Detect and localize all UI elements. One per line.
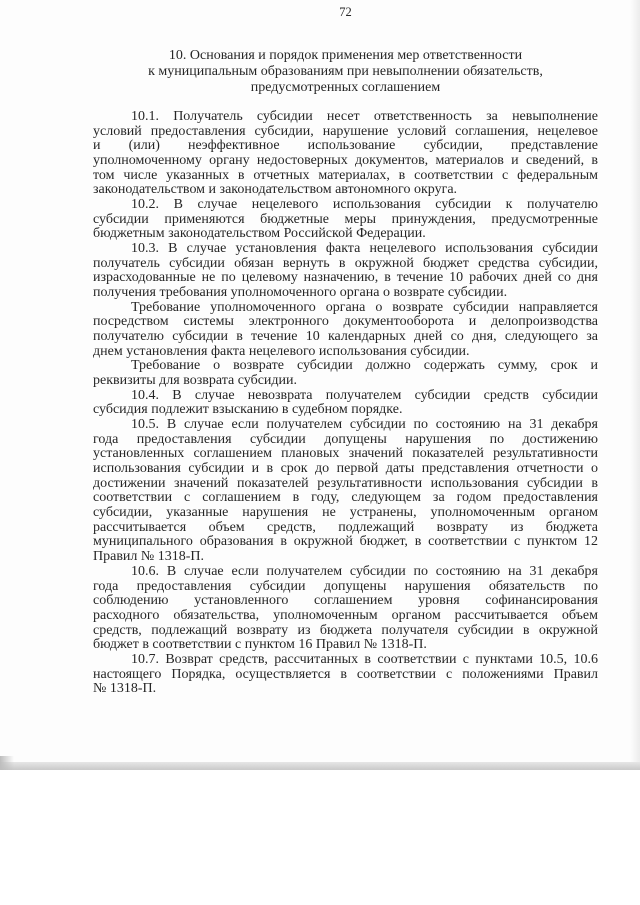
paragraph-4 <box>93 301 598 360</box>
paragraph-7 <box>93 418 598 565</box>
text-line: года предоставления субсидии допущены нарушения обязательств по <box>93 578 598 594</box>
text-line: днем установления факта нецелевого использования субсидии. <box>93 343 470 359</box>
text-line: соответствии с соглашением в году, следующем за годом предоставления <box>93 490 598 506</box>
text-line: 10.6. В случае если получателем субсидии по состоянию на 31 декабря <box>131 563 598 579</box>
text-line: рассчитывается объем средств, подлежащий возврату из бюджета <box>93 519 598 535</box>
text-line: средств, подлежащий возврату из бюджета получателя субсидии в окружной <box>93 622 598 638</box>
paragraph-5 <box>93 359 598 388</box>
text-line: субсидии применяются бюджетные меры принуждения, предусмотренные <box>93 211 598 227</box>
text-line: установленных соглашением плановых значений показателей результативности <box>93 446 598 462</box>
text-line: расходного обязательства, уполномоченным органом рассчитывается объем <box>93 607 598 623</box>
text-line: использования субсидии и в срок до первой даты представления отчетности о <box>93 461 598 477</box>
text-line: соблюдению установленного соглашением уровня софинансирования <box>93 593 598 609</box>
text-line: 10.5. В случае если получателем субсидии по состоянию на 31 декабря <box>131 417 598 433</box>
text-line: получатель субсидии обязан вернуть в окружной бюджет средства субсидии, <box>93 255 598 271</box>
paragraph-3 <box>93 242 598 301</box>
paragraph-2 <box>93 198 598 242</box>
text-line: законодательством и законодательством автономного округа. <box>93 182 458 198</box>
text-line: Требование уполномоченного органа о возврате субсидии направляется <box>131 299 598 315</box>
text-line: Требование о возврате субсидии должно содержать сумму, срок и <box>131 358 598 374</box>
text-line: года предоставления субсидии допущены нарушения по достижению <box>93 431 598 447</box>
text-line: получателю субсидии в течение 10 календарных дней со дня, следующего за <box>93 329 598 345</box>
text-line: израсходованные не по целевому назначению, в течение 10 рабочих дней со дня <box>93 270 598 286</box>
text-line: настоящего Порядка, осуществляется в соответствии с положениями Правил <box>93 666 598 682</box>
text-line: условий предоставления субсидии, нарушение условий соглашения, нецелевое <box>93 123 598 139</box>
text-line: и (или) неэффективное использование субсидии, представление <box>93 138 598 154</box>
paragraph-9 <box>93 653 598 697</box>
text-line: 10.4. В случае невозврата получателем субсидии средств субсидии <box>131 387 598 403</box>
document-body <box>93 110 598 697</box>
paragraph-6 <box>93 389 598 418</box>
scan-page-corner-shadow <box>0 756 14 770</box>
text-line: 10.7. Возврат средств, рассчитанных в соответствии с пунктами 10.5, 10.6 <box>131 651 598 667</box>
heading-line-2: к муниципальным образованиям при невыполнении обязательств, <box>148 64 543 79</box>
text-line: том числе указанных в отчетных материалах, в соответствии с федеральным <box>93 167 598 183</box>
text-line: 10.2. В случае нецелевого использования субсидии к получателю <box>131 197 598 213</box>
scan-page-edge <box>0 762 640 770</box>
text-line: муниципального образования в окружной бюджет, в соответствии с пунктом 12 <box>93 534 598 550</box>
page-number: 72 <box>339 5 352 19</box>
text-line: уполномоченному органу недостоверных документов, материалов и сведений, в <box>93 153 598 169</box>
text-line: посредством системы электронного документооборота и делопроизводства <box>93 314 598 330</box>
paragraph-8 <box>93 565 598 653</box>
heading-line-1: 10. Основания и порядок применения мер ответственности <box>168 48 523 63</box>
paragraph-1 <box>93 110 598 198</box>
text-line: 10.1. Получатель субсидии несет ответственность за невыполнение <box>131 109 598 124</box>
text-line: № 1318-П. <box>93 681 157 697</box>
text-line: Правил № 1318-П. <box>93 549 205 565</box>
text-line: бюджетным законодательством Российской Федерации. <box>93 226 426 242</box>
section-heading <box>93 48 598 96</box>
text-line: достижении значений показателей результативности использования субсидии в <box>93 475 598 491</box>
heading-line-3: предусмотренных соглашением <box>250 80 441 95</box>
scan-right-edge <box>630 0 640 762</box>
text-line: субсидии, указанные нарушения не устранены, уполномоченным органом <box>93 505 598 521</box>
text-line: 10.3. В случае установления факта нецелевого использования субсидии <box>131 241 598 257</box>
text-line: бюджет в соответствии с пунктом 16 Правил № 1318-П. <box>93 637 427 653</box>
text-line: получения требования уполномоченного органа о возврате субсидии. <box>93 285 508 301</box>
text-line: реквизиты для возврата субсидии. <box>93 373 298 389</box>
text-line: субсидия подлежит взысканию в судебном порядке. <box>93 402 403 418</box>
